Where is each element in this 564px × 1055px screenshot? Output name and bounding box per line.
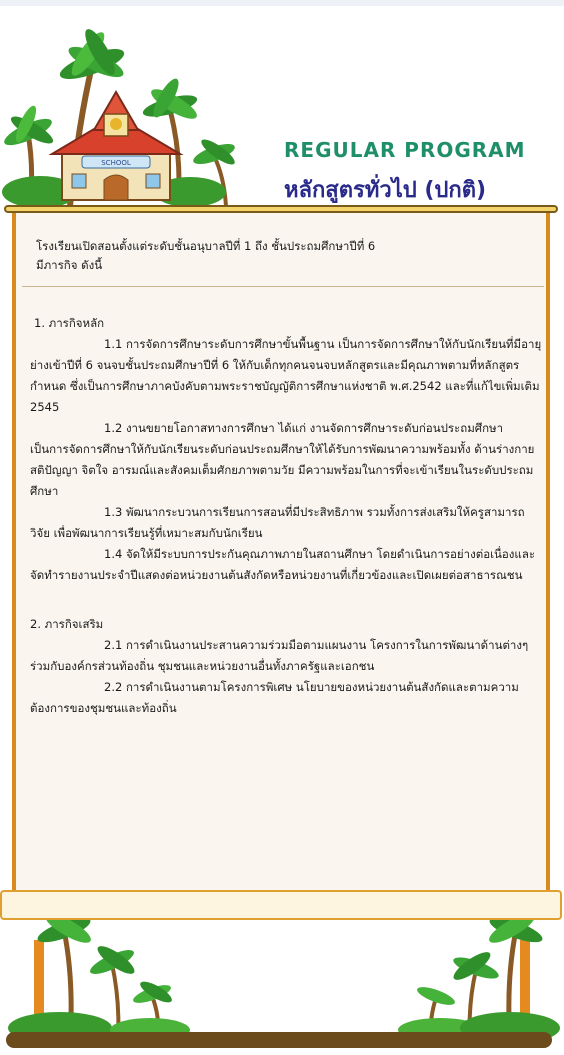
mission-content — [30, 313, 542, 719]
page-title-en: REGULAR PROGRAM — [284, 138, 526, 162]
ground-base — [6, 1032, 552, 1048]
divider — [22, 286, 544, 287]
intro-line-2: มีภารกิจ ดังนี้ — [36, 258, 103, 272]
content-board — [4, 205, 558, 895]
mission-item-2-2: 2.2 การดำเนินงานตามโครงการพิเศษ นโยบายของหน่วยงานต้นสังกัดและตามความต้องการของชุมชนและท้องถิ่น — [30, 680, 519, 715]
school-sign-text: SCHOOL — [101, 159, 131, 167]
board-bottom-rail — [0, 890, 562, 920]
spacer — [30, 586, 542, 614]
board-top-rail — [4, 205, 558, 213]
header-banner — [0, 6, 564, 206]
mission-item-1-2: 1.2 งานขยายโอกาสทางการศึกษา ได้แก่ งานจัดการศึกษาระดับก่อนประถมศึกษา เป็นการจัดการศึกษาให้กับนักเรียนระดับก่อนประถมศึกษาให้ได้รับการพัฒนาความพร้อมทั้ง ด้านร่างกาย สติปัญญา จิตใจ อารมณ์และสังคมเต็มศักยภาพตามวัย มีความพร้อมในการที่จะเข้าเรียนในระดับประถมศึกษา — [30, 421, 535, 498]
content-paper — [12, 213, 550, 893]
mission-item-2-1: 2.1 การดำเนินงานประสานความร่วมมือตามแผนงาน โครงการในการพัฒนาด้านต่างๆ ร่วมกับองค์กรส่วนท้องถิ่น ชุมชนและหน่วยงานอื่นทั้งภาครัฐและเอกชน — [30, 638, 529, 673]
school-illustration — [0, 6, 300, 206]
mission-item-1-3: 1.3 พัฒนากระบวนการเรียนการสอนที่มีประสิทธิภาพ รวมทั้งการส่งเสริมให้ครูสามารถวิจัย เพื่อพัฒนาการเรียนรู้ที่เหมาะสมกับนักเรียน — [30, 505, 525, 540]
intro-text — [36, 237, 536, 275]
mission-item-1-1: 1.1 การจัดการศึกษาระดับการศึกษาขั้นพื้นฐาน เป็นการจัดการศึกษาให้กับนักเรียนที่มีอายุย่างเข้าปีที่ 6 จนจบชั้นประถมศึกษาปีที่ 6 ให้กับเด็กทุกคนจนจบหลักสูตรและมีคุณภาพตามที่หลักสูตรกำหนด ซึ่งเป็นการศึกษาภาคบังคับตามพระราชบัญญัติการศึกษาแห่งชาติ พ.ศ.2542 และที่แก้ไขเพิ่มเติม 2545 — [30, 337, 542, 414]
mission-item-1-4: 1.4 จัดให้มีระบบการประกันคุณภาพภายในสถานศึกษา โดยดำเนินการอย่างต่อเนื่องและจัดทำรายงานประจำปีแสดงต่อหน่วยงานต้นสังกัดหรือหน่วยงานที่เกี่ยวข้องและเปิดเผยต่อสาธารณชน — [30, 547, 536, 582]
intro-line-1: โรงเรียนเปิดสอนตั้งแต่ระดับชั้นอนุบาลปีที่ 1 ถึง ชั้นประถมศึกษาปีที่ 6 — [36, 239, 376, 253]
mission-2-heading: 2. ภารกิจเสริม — [30, 617, 104, 631]
page-title-th: หลักสูตรทั่วไป (ปกติ) — [284, 178, 487, 203]
mission-1-heading: 1. ภารกิจหลัก — [34, 316, 105, 330]
